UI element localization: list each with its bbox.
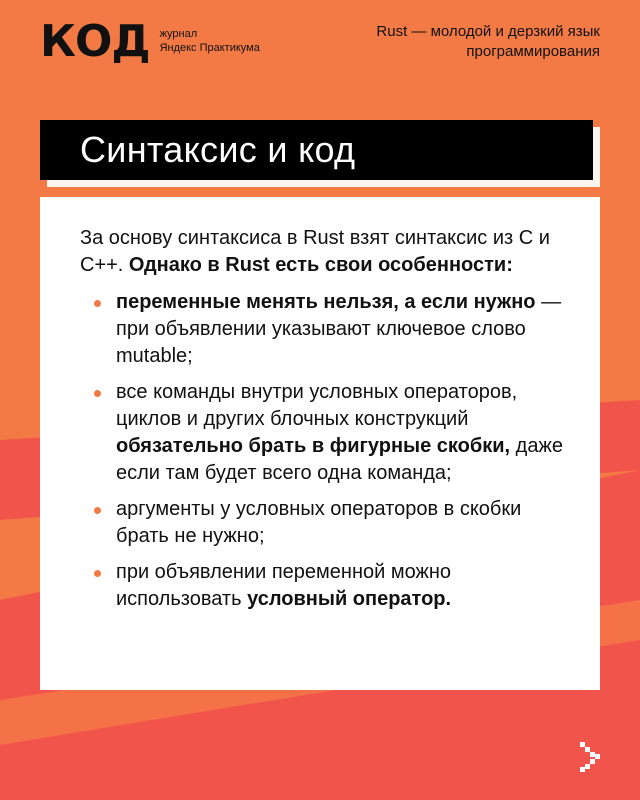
intro-text: За основу синтаксиса в Rust взят синтаксис из C и C++. xyxy=(80,227,550,276)
chevron-right-icon[interactable] xyxy=(578,740,602,772)
list-item-text: даже если там будет всего одна команда; xyxy=(116,435,563,484)
bullet-dot-icon xyxy=(94,300,101,307)
bullet-dot-icon xyxy=(94,570,101,577)
intro-bold-text: Однако в Rust есть свои особенности: xyxy=(128,254,513,276)
list-item xyxy=(80,559,570,613)
bullet-dot-icon xyxy=(94,507,101,514)
header-tagline-line2: программирования xyxy=(466,43,600,61)
logo-subtitle xyxy=(160,28,260,56)
page-title: Синтаксис и код xyxy=(80,129,356,170)
header-tagline xyxy=(300,22,600,63)
bullet-list xyxy=(80,289,570,613)
list-item xyxy=(80,289,570,370)
list-item-text: — при объявлении указывают ключевое слово mutable; xyxy=(116,291,562,367)
list-item-bold: переменные менять нельзя, а если нужно xyxy=(116,291,536,313)
logo xyxy=(40,16,260,67)
content-card xyxy=(40,197,600,690)
bullet-dot-icon xyxy=(94,390,101,397)
title-bar xyxy=(40,120,593,180)
intro-paragraph xyxy=(80,225,570,279)
list-item-bold: условный оператор. xyxy=(247,588,452,610)
list-item-bold: обязательно брать в фигурные скобки, xyxy=(116,435,511,457)
header-tagline-line1: Rust — молодой и дерзкий язык xyxy=(376,23,600,40)
list-item-text: все команды внутри условных операторов, циклов и других блочных конструкций xyxy=(116,381,518,430)
list-item-text: аргументы у условных операторов в скобки брать не нужно; xyxy=(116,498,522,547)
list-item xyxy=(80,496,570,550)
logo-subtitle-line1: журнал xyxy=(159,28,198,41)
list-item xyxy=(80,379,570,487)
logo-wordmark: КОД xyxy=(40,16,150,67)
logo-subtitle-line2: Яндекс Практикума xyxy=(159,42,260,54)
list-item-text: при объявлении переменной можно использовать xyxy=(116,561,452,610)
